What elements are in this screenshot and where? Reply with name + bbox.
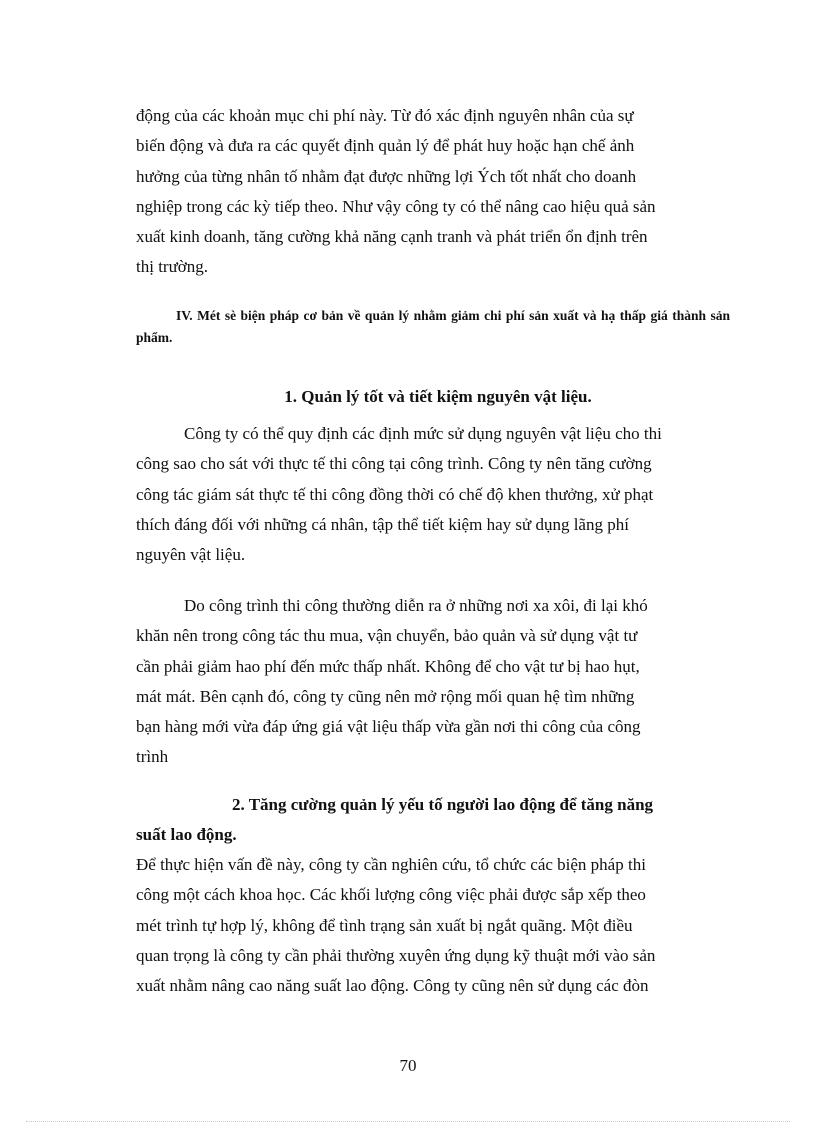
text-line: bạn hàng mới vừa đáp ứng giá vật liệu thấp vừa gần nơi thi công của công xyxy=(136,717,641,737)
text-line: Công ty có thể quy định các định mức sử dụng nguyên vật liệu cho thi xyxy=(184,424,662,443)
subsection-2-heading xyxy=(136,790,730,850)
paragraph-labor-productivity xyxy=(136,850,730,1001)
text-line: hưởng của từng nhân tố nhằm đạt được những lợi Ých tốt nhất cho doanh xyxy=(136,166,637,186)
text-line: quan trọng là công ty cần phải thường xuyên ứng dụng kỹ thuật mới vào sản xyxy=(136,945,656,965)
text-line: Do công trình thi công thường diễn ra ở những nơi xa xôi, đi lại khó xyxy=(184,596,648,615)
text-line: trình xyxy=(136,747,169,767)
text-line: động của các khoản mục chi phí này. Từ đó xác định nguyên nhân của sự xyxy=(136,106,634,125)
paragraph-cost-analysis xyxy=(136,101,730,283)
page-bottom-divider xyxy=(26,1121,790,1122)
spread-word: vật xyxy=(190,545,212,565)
text-line: thị trường. xyxy=(136,257,209,277)
section-iv-heading: IV. Mét sè biện pháp cơ bản về quản lý nhằm giảm chi phí sản xuất và hạ thấp giá thành sản phẩm. xyxy=(136,308,730,345)
text-line: mát mát. Bên cạnh đó, công ty cũng nên mở rộng mối quan hệ tìm những xyxy=(136,686,635,706)
spread-word: nguyên xyxy=(136,545,187,565)
heading-line: suất lao động. xyxy=(136,825,237,844)
paragraph-remote-sites xyxy=(136,591,730,773)
page-number: 70 xyxy=(399,1056,417,1075)
text-line: biến động và đưa ra các quyết định quản lý để phát huy hoặc hạn chế ảnh xyxy=(136,136,635,156)
heading-line: 2. Tăng cường quản lý yếu tố người lao động để tăng năng xyxy=(232,795,654,814)
text-line-spread xyxy=(136,540,730,570)
text-line: công một cách khoa học. Các khối lượng công việc phải được sắp xếp theo xyxy=(136,885,646,905)
spread-word: liệu. xyxy=(215,545,246,565)
text-line: cần phải giảm hao phí đến mức thấp nhất. Không để cho vật tư bị hao hụt, xyxy=(136,656,640,676)
text-line: công tác giám sát thực tế thi công đồng thời có chế độ khen thưởng, xử phạt xyxy=(136,484,654,504)
text-line: khăn nên trong công tác thu mua, vận chuyển, bảo quản và sử dụng vật tư xyxy=(136,626,638,646)
text-line: xuất nhằm nâng cao năng suất lao động. Công ty cũng nên sử dụng các đòn xyxy=(136,976,649,996)
text-line: Để thực hiện vấn đề này, công ty cần nghiên cứu, tổ chức các biện pháp thi xyxy=(136,855,646,874)
paragraph-material-norms xyxy=(136,419,730,570)
text-line: xuất kinh doanh, tăng cường khả năng cạnh tranh và phát triển ổn định trên xyxy=(136,227,648,247)
text-line: nghiệp trong các kỳ tiếp theo. Như vậy công ty có thể nâng cao hiệu quả sản xyxy=(136,196,656,216)
text-line: thích đáng đối với những cá nhân, tập thể tiết kiệm hay sử dụng lãng phí xyxy=(136,514,629,534)
text-line: mét trình tự hợp lý, không để tình trạng sản xuất bị ngắt quãng. Một điều xyxy=(136,915,633,935)
text-line: công sao cho sát với thực tế thi công tại công trình. Công ty nên tăng cường xyxy=(136,454,652,474)
subsection-1-heading: 1. Quản lý tốt và tiết kiệm nguyên vật liệu. xyxy=(284,387,592,406)
